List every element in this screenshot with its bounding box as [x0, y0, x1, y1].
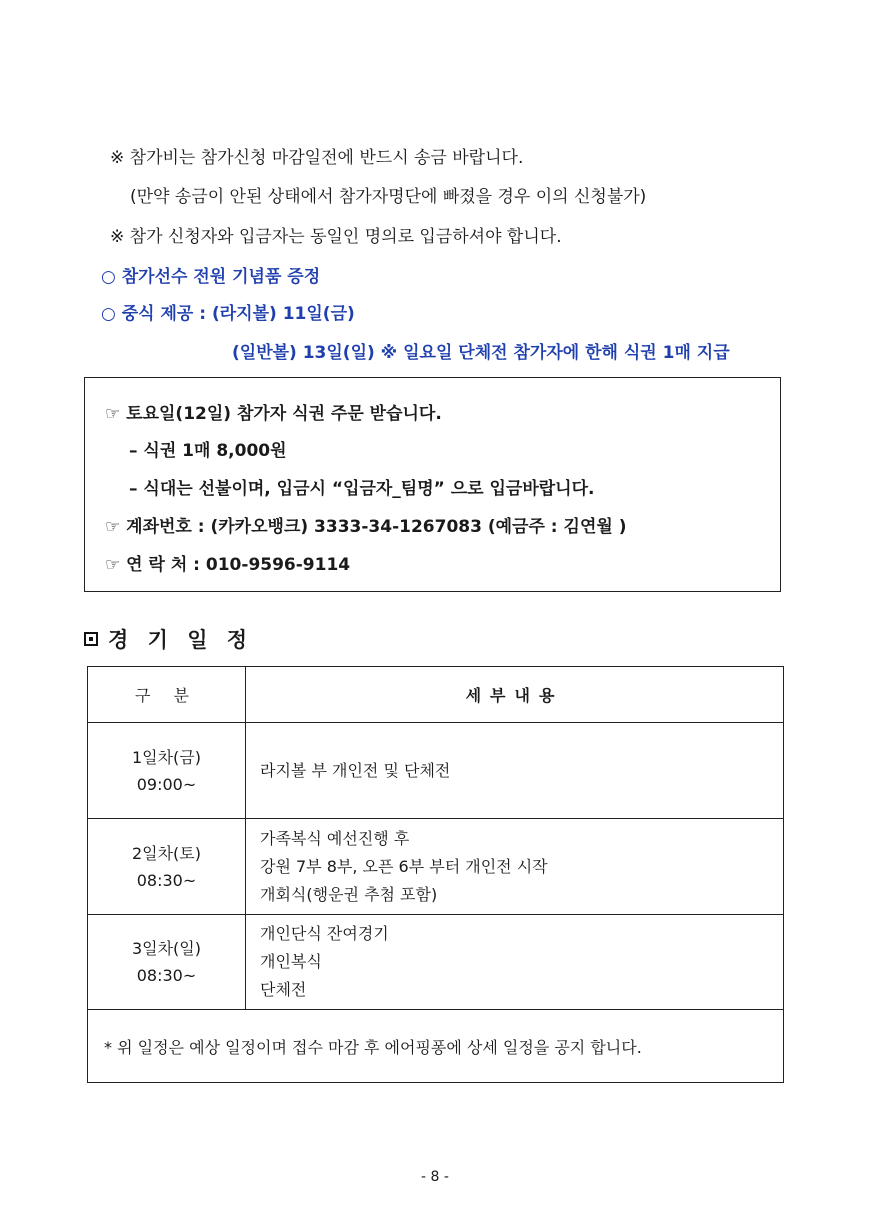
day-time: 09:00~ — [136, 774, 197, 794]
detail-line: 개회식(행운권 추첨 포함) — [260, 884, 438, 904]
meal-info-box — [84, 377, 781, 592]
day-cell — [88, 819, 246, 915]
box-line-order: ☞ 토요일(12일) 참가자 식권 주문 받습니다. — [105, 404, 442, 424]
bullet-lunch-regular: (일반볼) 13일(일) ※ 일요일 단체전 참가자에 한해 식권 1매 지급 — [232, 343, 730, 363]
table-row — [88, 723, 784, 819]
detail-line: 라지볼 부 개인전 및 단체전 — [260, 760, 451, 780]
box-line-prepay: – 식대는 선불이며, 입금시 “입금자_팀명” 으로 입금바랍니다. — [129, 479, 595, 499]
day-label: 3일차(일) — [131, 939, 202, 958]
day-cell — [88, 723, 246, 819]
day-time: 08:30~ — [136, 870, 197, 890]
bullet-gift: ○ 참가선수 전원 기념품 증정 — [101, 267, 321, 287]
schedule-note: * 위 일정은 예상 일정이며 접수 마감 후 에어핑퐁에 상세 일정을 공지 합니다. — [88, 1010, 784, 1083]
bullet-lunch-largeball: ○ 중식 제공 : (라지볼) 11일(금) — [101, 304, 355, 324]
detail-line: 개인단식 잔여경기 — [260, 924, 389, 943]
day-time: 08:30~ — [136, 966, 197, 985]
schedule-table — [87, 666, 784, 1083]
table-row — [88, 819, 784, 915]
square-bullet-icon — [84, 632, 98, 646]
detail-line: 개인복식 — [260, 952, 322, 971]
note-payment-deadline: ※ 참가비는 참가신청 마감일전에 반드시 송금 바랍니다. — [110, 148, 524, 168]
page-number: - 8 - — [421, 1169, 449, 1185]
box-line-contact: ☞ 연 락 처 : 010-9596-9114 — [105, 555, 351, 575]
note-payment-warning: (만약 송금이 안된 상태에서 참가자명단에 빠졌을 경우 이의 신청불가) — [130, 187, 647, 207]
detail-cell — [246, 915, 784, 1010]
table-note-row — [88, 1010, 784, 1083]
schedule-title: 경 기 일 정 — [108, 628, 254, 652]
detail-cell — [246, 819, 784, 915]
header-details: 세부내용 — [246, 667, 784, 723]
detail-line: 가족복식 예선진행 후 — [260, 828, 410, 848]
header-category: 구 분 — [88, 667, 246, 723]
box-line-price: – 식권 1매 8,000원 — [129, 441, 287, 461]
detail-line: 강원 7부 8부, 오픈 6부 부터 개인전 시작 — [260, 856, 548, 876]
box-line-account: ☞ 계좌번호 : (카카오뱅크) 3333-34-1267083 (예금주 : 김연월 ) — [105, 517, 627, 537]
schedule-heading — [84, 624, 253, 654]
note-same-name: ※ 참가 신청자와 입금자는 동일인 명의로 입금하셔야 합니다. — [110, 227, 562, 247]
detail-line: 단체전 — [260, 980, 307, 999]
day-label: 1일차(금) — [131, 747, 202, 767]
table-row — [88, 915, 784, 1010]
table-header-row — [88, 667, 784, 723]
detail-cell — [246, 723, 784, 819]
day-label: 2일차(토) — [131, 843, 202, 863]
day-cell — [88, 915, 246, 1010]
